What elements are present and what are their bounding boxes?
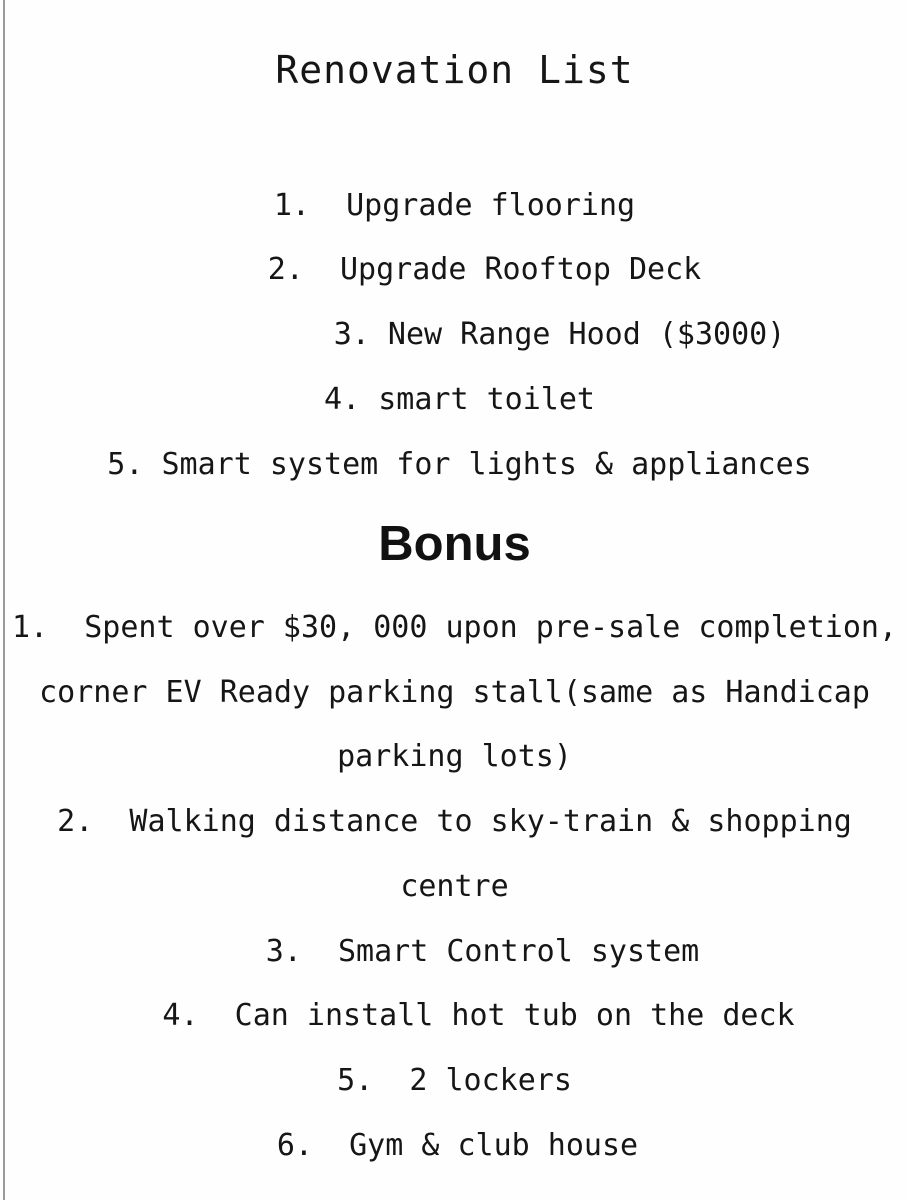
page-left-border — [3, 0, 5, 1200]
bonus-item-1-line-1: 1. Spent over $30, 000 upon pre-sale completion, — [11, 610, 897, 645]
bonus-item-4: 4. Can install hot tub on the deck — [162, 998, 795, 1033]
bonus-item-3: 3. Smart Control system — [265, 934, 700, 969]
renovation-list-item-2: 2. Upgrade Rooftop Deck — [267, 252, 702, 287]
bonus-item-2-line-1: 2. Walking distance to sky-train & shopping — [57, 804, 852, 839]
renovation-list-item-5: 5. Smart system for lights & appliances — [107, 447, 812, 482]
bonus-item-1-line-3: parking lots) — [337, 739, 572, 774]
bonus-heading: Bonus — [378, 517, 531, 571]
bonus-item-6: 6. Gym & club house — [276, 1128, 639, 1163]
renovation-list-item-3: 3. New Range Hood ($3000) — [333, 317, 786, 352]
bonus-item-1-line-2: corner EV Ready parking stall(same as Handicap — [39, 675, 870, 710]
bonus-item-5: 5. 2 lockers — [337, 1063, 572, 1098]
renovation-list-item-1: 1. Upgrade flooring — [273, 188, 636, 223]
document-title: Renovation List — [275, 48, 634, 92]
renovation-list-item-4: 4. smart toilet — [324, 382, 595, 417]
bonus-item-2-line-2: centre — [400, 869, 509, 904]
